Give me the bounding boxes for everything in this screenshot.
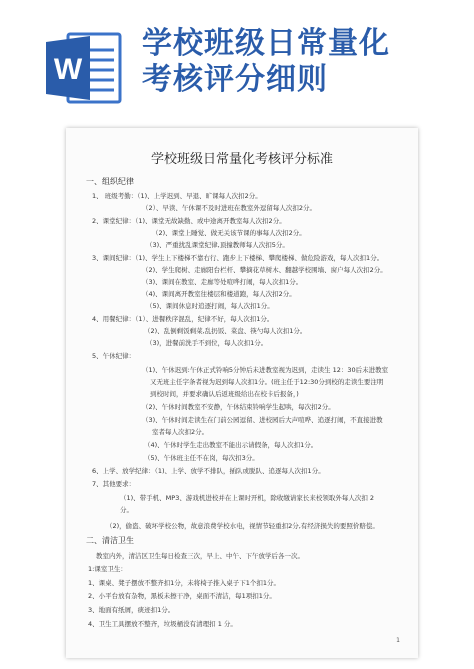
document-line: （5)、课间休息时追逐打闹，每人次扣1分。 [146,302,274,310]
headline-line-1: 学校班级日常量化 [142,26,390,61]
document-line: 6、上学、放学纪律：（1)、上学、放学不排队，插队或脱队、追逐每人次扣1分。 [92,467,325,475]
document-line: 1、 班级考勤：（1)、上学迟到、早退、旷课每人次扣2分。 [92,192,262,200]
word-document-icon [44,30,124,106]
section-heading: 二、清洁卫生 [86,536,134,545]
document-line: （2)、乱倒剩饭剩菜,乱扔饭、菜盘、筷勺每人次扣1分。 [144,327,307,335]
document-line: 又无班主任字条者视为迟到每人次扣1分。(班主任于12:30分到校的走读生要注明 [150,378,384,386]
document-line: 2、小平台放有杂物，黑板未擦干净，桌面不清洁，每1项扣1分。 [88,592,276,600]
document-line: （2)、课堂上睡觉、做无关该节课的事每人次扣2分。 [152,229,306,237]
document-line: 到校时间，并要求确认后返班级给出在校卡后报备，) [150,390,299,398]
document-line: 1:课室卫生： [88,565,127,573]
document-line: （1)、带手机、MP3、游戏机进校并在上课时开机，除收缴请家长来校领取外每人次扣 2 [120,494,375,502]
document-page [66,128,418,658]
word-icon-letter: W [53,53,83,86]
document-line: （1)、午休迟到:午休正式铃响5分钟后未进教室视为迟到，走读生 12：30后未进教室 [142,366,389,374]
document-line: （3)、严重扰乱课堂纪律,顶撞教师每人次扣5分。 [146,241,289,249]
document-line: （3)、课间在教室、走廊等处喧哗打闹，每人次扣1分。 [142,278,303,286]
document-line: 3、课间纪律：（1)、学生上下楼梯不靠右行、跑步上下楼梯、攀爬楼梯、做危险游戏，每人次扣1分。 [92,254,384,262]
document-line: （2)，偷盗、破坏学校公物，故意浪费学校水电，视情节轻重扣2分,有经济损失的要照价赔偿。 [106,522,379,530]
document-line: 7、其他要求： [92,480,136,488]
document-line: （2)、学生爬树、走廊阳台栏杆、攀摘花草树木、翻越学校围墙、窗户每人次扣2分。 [142,266,387,274]
document-line: 4、用餐纪律：（1）、进餐秩序混乱，纪律不好，每人次扣1分。 [92,315,274,323]
headline-line-2: 考核评分细则 [142,62,328,97]
document-line: （4)、午休时学生走出教室不能出示请假条，每人次扣1分。 [144,441,318,449]
document-line: 室者每人次扣2分。 [152,428,209,436]
document-line: （2）、早读、午休课不及时进班在教室外逗留每人次扣2分。 [142,204,317,212]
document-line: 5、午休纪律： [92,352,136,360]
document-line: 分。 [120,506,133,514]
document-line: （3)、午休时间走读生在门前公园逗留、进校园后大声喧哗、追逐打闹，不直接进教 [142,416,383,424]
document-title: 学校班级日常量化考核评分标准 [150,152,333,167]
document-line: 3、地面有纸屑，痰迹扣1分。 [88,606,175,614]
document-line: 1、课桌、凳子摆放不整齐扣1分，未将椅子推入桌子下1个扣1分。 [88,579,281,587]
page-number: 1 [396,637,400,644]
section-heading: 一、组织纪律 [86,177,134,186]
document-line: 教室内外，清洁区卫生每日检查三次，早上、中午、下午放学后各一次。 [96,552,304,560]
page-headline [142,26,462,98]
document-line: 4、卫生工具摆放不整齐，垃圾桶没有清理扣 1 分。 [88,620,237,628]
document-line: （5)、午休班主任不在岗，每次扣3分。 [144,454,259,462]
document-line: （2)、午休时间教室不安静，午休结束铃响学生起哄，每次扣2分。 [142,403,335,411]
document-line: （4)、课间离开教室往楼层和楼道跑，每人次扣2分。 [142,290,296,298]
document-line: 2、课堂纪律：（1)、课堂无故缺勤、或中途离开教室每人次扣2分。 [92,217,286,225]
document-line: （3)，进餐前洗手不到位，每人次扣1分。 [146,339,268,347]
